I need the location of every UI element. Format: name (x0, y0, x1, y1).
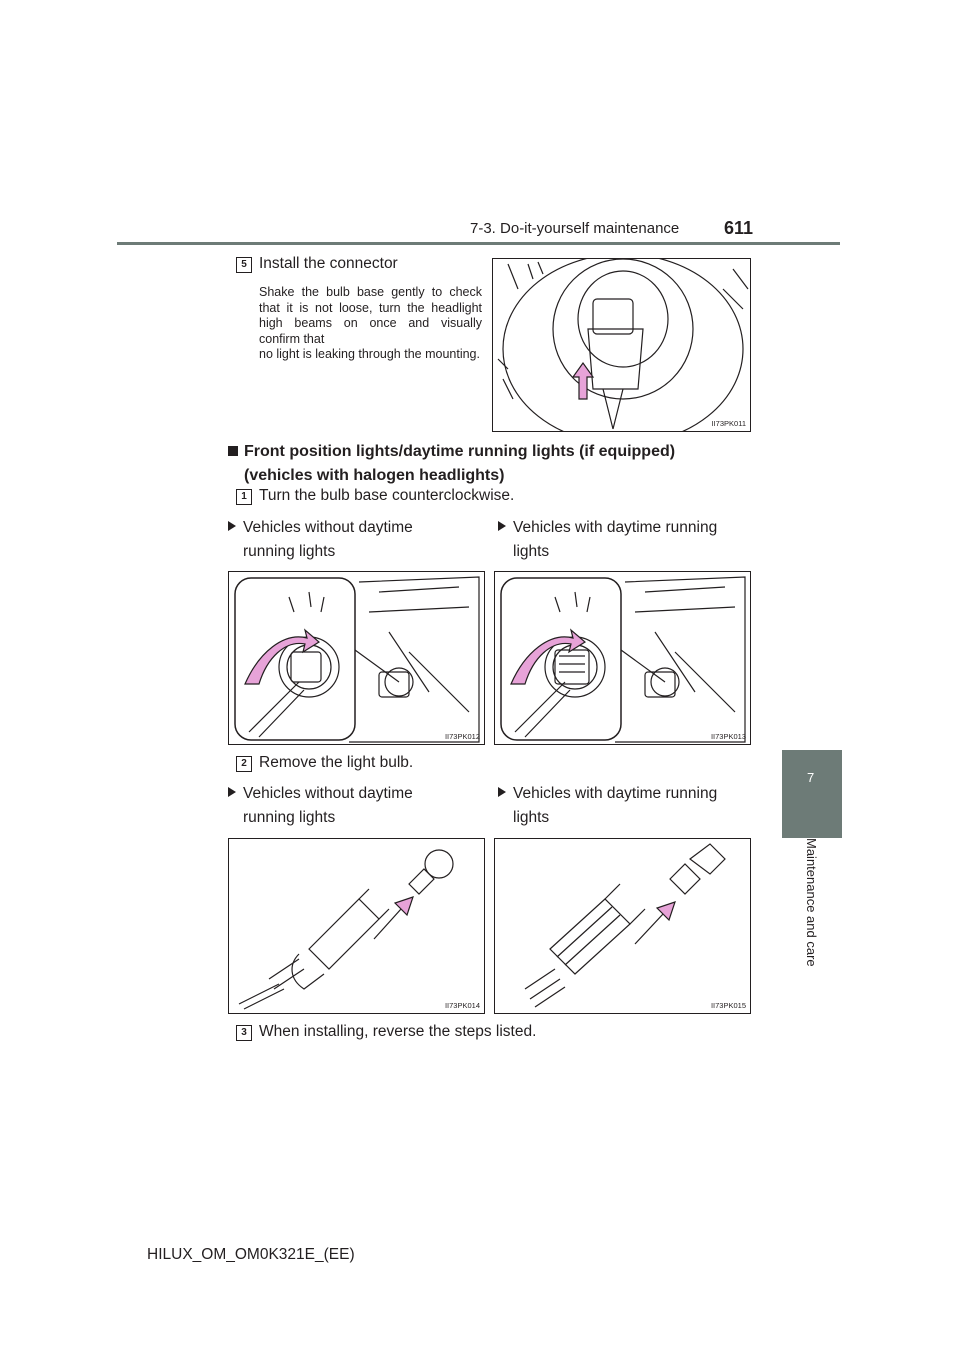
remove-bulb-illustration-drl (495, 839, 750, 1013)
step5-title: Install the connector (259, 255, 398, 272)
figure-turn-base-with-drl (494, 571, 751, 745)
chapter-tab (782, 750, 842, 838)
triangle-bullet-icon (498, 787, 506, 797)
chapter-label: Maintenance and care (804, 838, 819, 967)
step2-left-label: Vehicles without daytime running lights (228, 782, 478, 830)
figure-code: II73PK015 (710, 1001, 746, 1010)
step-badge-3: 3 (236, 1025, 252, 1041)
heading-bullet-icon (228, 446, 238, 456)
step1-text: Turn the bulb base counterclockwise. (259, 487, 515, 504)
connector-illustration (493, 259, 750, 431)
pull-arrow (635, 902, 675, 944)
figure-install-connector (492, 258, 751, 432)
figure-remove-bulb-with-drl (494, 838, 751, 1014)
heading-line-2: (vehicles with halogen headlights) (244, 467, 505, 484)
figure-code: II73PK013 (710, 732, 746, 741)
figure-code: II73PK014 (444, 1001, 480, 1010)
footer-doc-code: HILUX_OM_OM0K321E_(EE) (147, 1246, 355, 1263)
chapter-number: 7 (807, 770, 815, 785)
remove-bulb-illustration (229, 839, 484, 1013)
figure-code: II73PK011 (711, 419, 746, 428)
turn-base-illustration (229, 572, 484, 744)
figure-remove-bulb-without-drl (228, 838, 485, 1014)
heading-line-1: Front position lights/daytime running lights (if equipped) (244, 443, 676, 460)
step2-right-label: Vehicles with daytime running lights (498, 782, 750, 830)
triangle-bullet-icon (228, 521, 236, 531)
step1-left-label: Vehicles without daytime running lights (228, 516, 478, 564)
step2-text: Remove the light bulb. (259, 754, 414, 771)
figure-turn-base-without-drl (228, 571, 485, 745)
step5-note-last: no light is leaking through the mounting. (259, 347, 480, 361)
page-number: 611 (724, 218, 754, 238)
section-heading (228, 440, 748, 488)
header-rule (117, 242, 840, 245)
turn-base-illustration-drl (495, 572, 750, 744)
triangle-bullet-icon (228, 787, 236, 797)
step1-right-label: Vehicles with daytime running lights (498, 516, 750, 564)
triangle-bullet-icon (498, 521, 506, 531)
figure-code: II73PK012 (444, 732, 480, 741)
step5-note (259, 285, 482, 363)
step-badge-1: 1 (236, 489, 252, 505)
step-badge-5: 5 (236, 257, 252, 273)
section-title: 7-3. Do-it-yourself maintenance (470, 220, 680, 237)
step3-text: When installing, reverse the steps listed. (259, 1023, 537, 1040)
chapter-label-container (782, 838, 842, 1052)
step5-note-text: Shake the bulb base gently to check that it is not loose, turn the headlight high beams on once and visually confirm that (259, 285, 482, 346)
step-badge-2: 2 (236, 756, 252, 772)
